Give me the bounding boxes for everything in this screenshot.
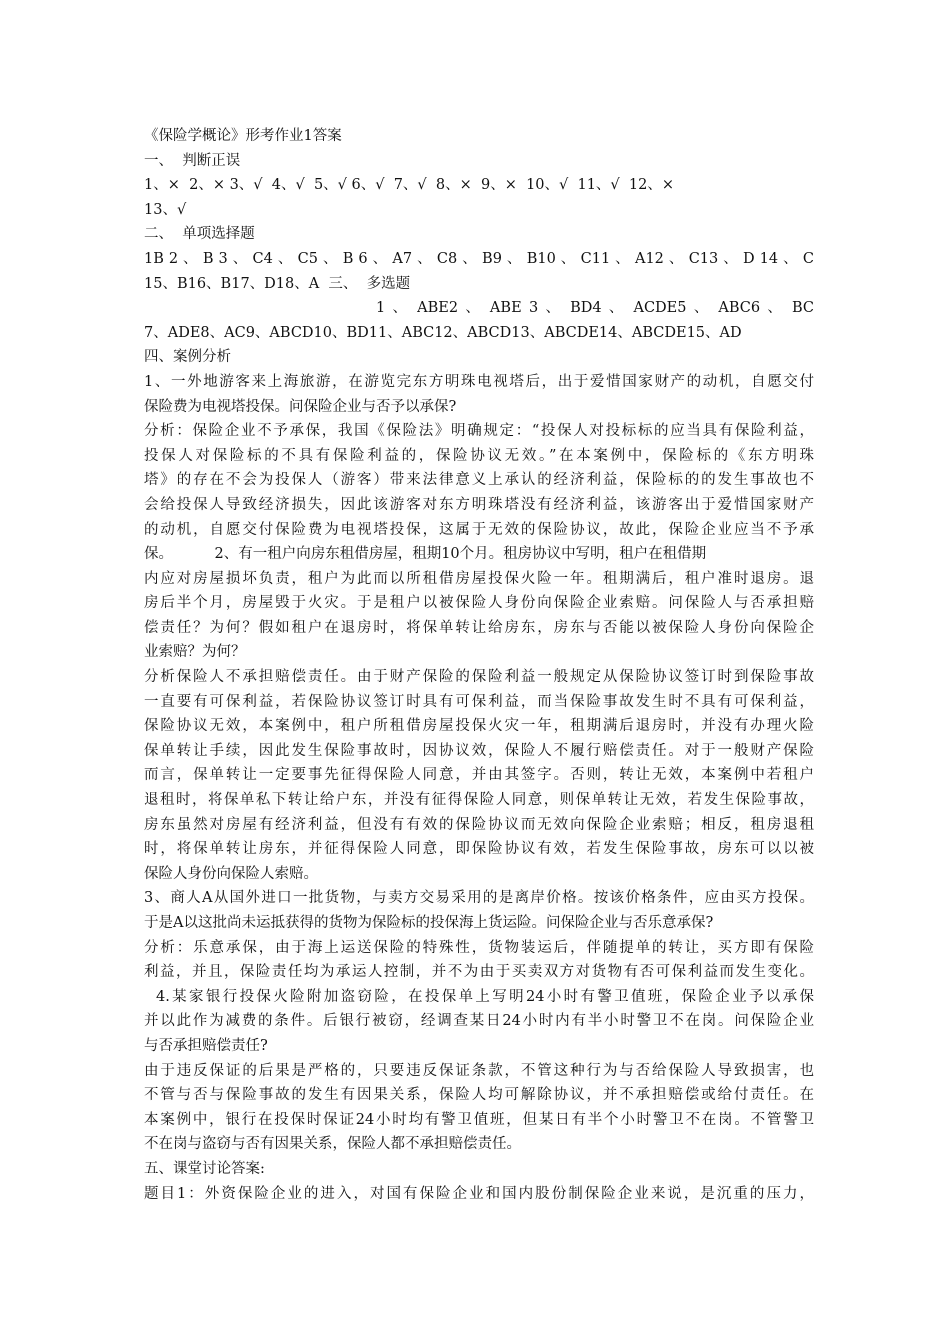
paragraph-line: 投保人对保险标的不具有保险利益的，保险协议无效。”在本案例中，保险标的《东方明珠 xyxy=(144,447,814,464)
paragraph-line: 会给投保人导致经济损失，因此该游客对东方明珠塔没有经济利益，该游客出于爱惜国家财产 xyxy=(144,496,814,513)
document-page xyxy=(144,124,814,1206)
answer-line-true-false-2: 13、√ xyxy=(144,201,187,218)
paragraph-line: 塔》的存在不会为投保人（游客）带来法律意义上承认的经济利益，保险标的的发生事故也不 xyxy=(144,472,814,489)
paragraph-line: 房东虽然对房屋有经济利益，但没有有效的保险协议而无效向保险企业索赔；相反，租房退租 xyxy=(144,816,814,833)
paragraph-line: 1、一外地游客来上海旅游，在游览完东方明珠电视塔后，出于爱惜国家财产的动机，自愿交付 xyxy=(144,373,814,390)
paragraph-line: 保险费为电视塔投保。问保险企业与否予以承保? xyxy=(144,398,457,415)
section-heading-case-analysis: 四、案例分析 xyxy=(144,349,231,366)
answer-line-single-choice-2: 15、B16、B17、D18、A 三、 多选题 xyxy=(144,275,411,292)
answer-line-multi-choice-1: 1 、 ABE2 、 ABE 3 、 BD4 、 ACDE5 、 ABC6 、 BC xyxy=(376,300,814,317)
document-title: 《保险学概论》形考作业1答案 xyxy=(144,128,342,144)
paragraph-line: 与否承担赔偿责任? xyxy=(144,1037,268,1054)
section-heading-true-false: 一、 判断正误 xyxy=(144,152,241,169)
answer-line-multi-choice-2: 7、ADE8、AC9、ABCD10、BD11、ABC12、ABCD13、ABCDE14、ABCDE15、AD xyxy=(144,324,742,341)
paragraph-line: 不在岗与盗窃与否有因果关系，保险人都不承担赔偿责任。 xyxy=(144,1136,521,1153)
paragraph-line: 分析：保险企业不予承保，我国《保险法》明确规定：“投保人对投标标的应当具有保险利益， xyxy=(144,423,814,440)
answer-line-true-false-1: 1、× 2、× 3、√ 4、√ 5、√ 6、√ 7、√ 8、× 9、× 10、√ 11、√ 12、× xyxy=(144,177,674,194)
paragraph-line: 退租时，将保单私下转让给户东，并没有征得保险人同意，则保单转让无效，若发生保险事故， xyxy=(144,792,814,809)
paragraph-line: 分析：乐意承保，由于海上运送保险的特殊性，货物装运后，伴随提单的转让，买方即有保险 xyxy=(144,939,814,956)
paragraph-line: 偿责任？为何？假如租户在退房时，将保单转让给房东，房东与否能以被保险人身份向保险企 xyxy=(144,619,814,636)
paragraph-line: 题目1：外资保险企业的进入，对国有保险企业和国内股份制保险企业来说，是沉重的压力， xyxy=(144,1185,814,1202)
paragraph-line: 房后半个月，房屋毁于火灾。于是租户以被保险人身份向保险企业索赔。问保险人与否承担赔 xyxy=(144,595,814,612)
paragraph-line: 本案例中，银行在投保时保证24小时均有警卫值班，但某日有半个小时警卫不在岗。不管警卫 xyxy=(144,1111,814,1128)
section-heading-discussion: 五、课堂讨论答案: xyxy=(144,1160,265,1177)
paragraph-line: 由于违反保证的后果是严格的，只要违反保证条款，不管这种行为与否给保险人导致损害，也 xyxy=(144,1062,814,1079)
paragraph-line: 内应对房屋损坏负责，租户为此而以所租借房屋投保火险一年。租期满后，租户准时退房。退 xyxy=(144,570,814,587)
paragraph-line: 于是A以这批尚未运抵获得的货物为保险标的投保海上货运险。问保险企业与否乐意承保? xyxy=(144,915,714,931)
paragraph-line: 而言，保单转让一定要事先征得保险人同意，并由其签字。否则，转让无效，本案例中若租户 xyxy=(144,767,814,784)
paragraph-line: 保险协议无效，本案例中，租户所租借房屋投保火灾一年，租期满后退房时，并没有办理火险 xyxy=(144,718,814,735)
paragraph-line: 分析保险人不承担赔偿责任。由于财产保险的保险利益一般规定从保险协议签订时到保险事故 xyxy=(144,669,814,686)
paragraph-line: 不管与否与保险事故的发生有因果关系，保险人均可解除协议，并不承担赔偿或给付责任。在 xyxy=(144,1087,814,1104)
paragraph-line: 保险人身份向保险人索赔。 xyxy=(144,865,318,882)
paragraph-line: 3、商人A从国外进口一批货物，与卖方交易采用的是离岸价格。按该价格条件，应由买方投保。 xyxy=(144,890,814,907)
paragraph-line: 并以此作为减费的条件。后银行被窃，经调查某日24小时内有半小时警卫不在岗。问保险企业 xyxy=(144,1013,814,1030)
paragraph-line: 时，将保单转让房东，并征得保险人同意，即保险协议有效，若发生保险事故，房东可以以被 xyxy=(144,841,814,858)
paragraph-line: 保单转让手续，因此发生保险事故时，因协议效，保险人不履行赔偿责任。对于一般财产保险 xyxy=(144,742,814,759)
answer-line-single-choice-1: 1B 2 、 B 3 、 C4 、 C5 、 B 6 、 A7 、 C8 、 B9 、 B10 、 C11 、 A12 、 C13 、 D 14 、 C xyxy=(144,250,814,267)
paragraph-line: 保。 2、有一租户向房东租借房屋，租期10个月。租房协议中写明，租户在租借期 xyxy=(144,546,707,563)
paragraph-line: 的动机，自愿交付保险费为电视塔投保，这属于无效的保险协议，故此，保险企业应当不予承 xyxy=(144,521,814,538)
paragraph-line: 4.某家银行投保火险附加盗窃险，在投保单上写明24小时有警卫值班，保险企业予以承保 xyxy=(156,988,814,1005)
paragraph-line: 利益，并且，保险责任均为承运人控制，并不为由于买卖双方对货物有否可保利益而发生变化。 xyxy=(144,964,814,981)
paragraph-line: 一直要有可保利益，若保险协议签订时具有可保利益，而当保险事故发生时不具有可保利益， xyxy=(144,693,814,710)
paragraph-line: 业索赔？为何？ xyxy=(144,644,246,661)
section-heading-single-choice: 二、 单项选择题 xyxy=(144,226,255,243)
